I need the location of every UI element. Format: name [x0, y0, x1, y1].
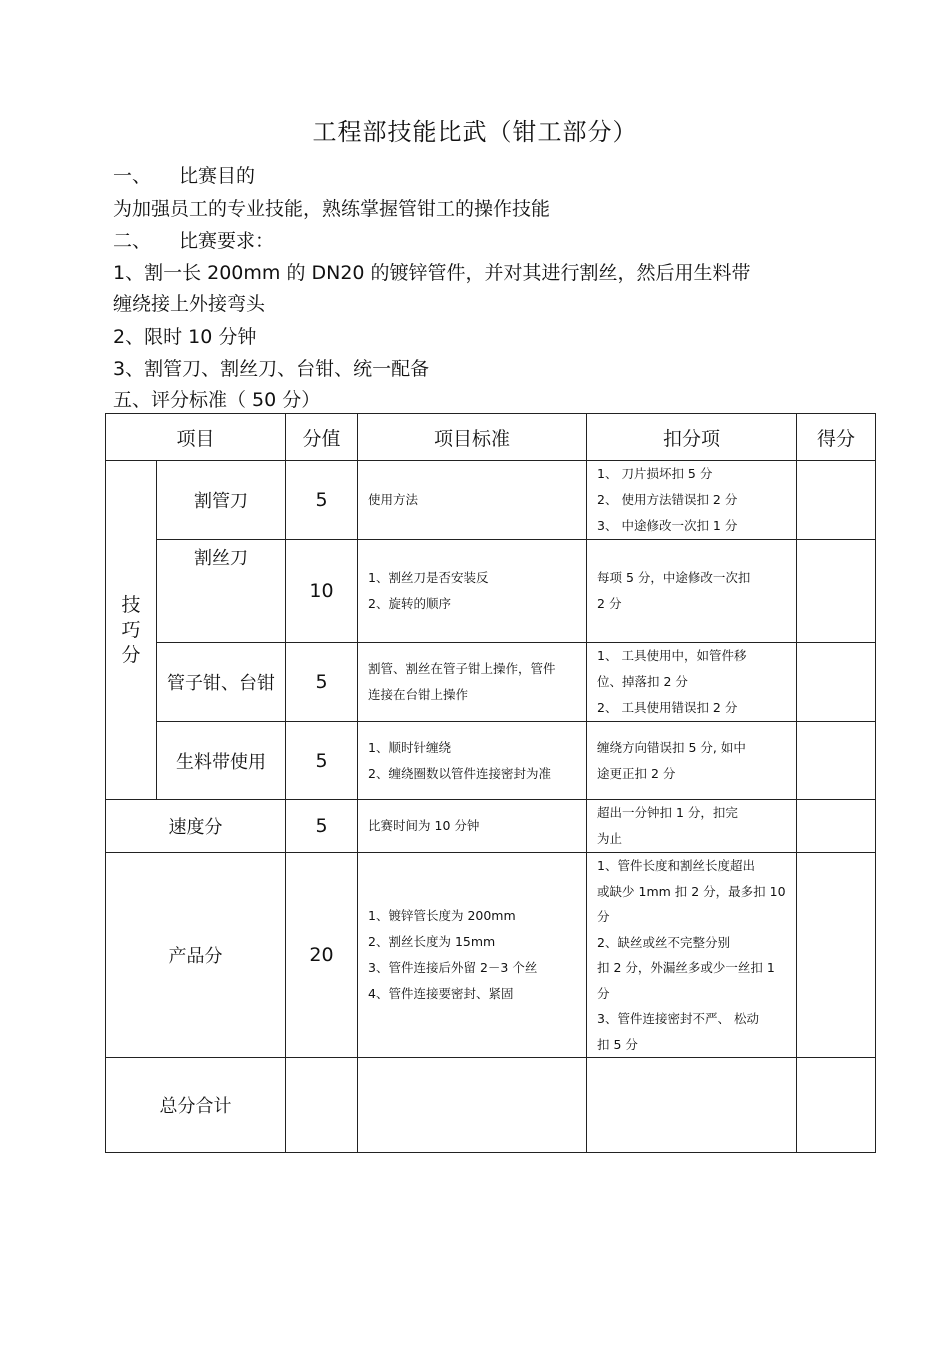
earned-cell[interactable]: [797, 461, 876, 540]
table-row: [106, 540, 876, 643]
section-1-body: 为加强员工的专业技能，熟练掌握管钳工的操作技能: [113, 198, 551, 220]
score-cell: 5: [286, 800, 358, 853]
earned-cell[interactable]: [797, 722, 876, 800]
table-row-total: [106, 1058, 876, 1153]
section-2-number: 二、: [113, 230, 152, 252]
standard-cell: 1、顺时针缠绕 2、缠绕圈数以管件连接密封为准: [358, 722, 587, 800]
section-1-number: 一、: [113, 165, 152, 187]
page-title: 工程部技能比武（钳工部分）: [312, 118, 638, 146]
table-row: [106, 722, 876, 800]
header-item: 项目: [106, 414, 286, 461]
header-deductions: 扣分项: [587, 414, 797, 461]
section-1-heading: [113, 161, 255, 188]
standard-cell: 1、镀锌管长度为 200mm 2、割丝长度为 15mm 3、管件连接后外留 2－3 个丝 4、管件连接要密封、紧固: [358, 853, 587, 1058]
section-2-heading: [113, 226, 274, 253]
score-cell: 5: [286, 643, 358, 722]
header-earned: 得分: [797, 414, 876, 461]
item-cell: 割丝刀: [157, 540, 286, 643]
score-cell: 10: [286, 540, 358, 643]
score-cell: [286, 1058, 358, 1153]
earned-cell[interactable]: [797, 853, 876, 1058]
requirement-2: 2、限时 10 分钟: [113, 326, 257, 348]
deduction-cell: 超出一分钟扣 1 分，扣完 为止: [587, 800, 797, 853]
earned-cell[interactable]: [797, 540, 876, 643]
item-cell: 割管刀: [157, 461, 286, 540]
standard-cell: [358, 1058, 587, 1153]
deduction-cell: 1、 刀片损坏扣 5 分 2、 使用方法错误扣 2 分 3、 中途修改一次扣 1 分: [587, 461, 797, 540]
standard-cell: 使用方法: [358, 461, 587, 540]
score-cell: 20: [286, 853, 358, 1058]
item-cell: 速度分: [106, 800, 286, 853]
table-row-speed: [106, 800, 876, 853]
header-score: 分值: [286, 414, 358, 461]
earned-cell[interactable]: [797, 1058, 876, 1153]
earned-cell[interactable]: [797, 643, 876, 722]
section-5-heading: 五、评分标准（ 50 分）: [113, 389, 321, 411]
standard-cell: 1、割丝刀是否安装反 2、旋转的顺序: [358, 540, 587, 643]
standard-cell: 割管、割丝在管子钳上操作，管件 连接在台钳上操作: [358, 643, 587, 722]
table-row: [106, 461, 876, 540]
earned-cell[interactable]: [797, 800, 876, 853]
section-2-title: 比赛要求：: [179, 230, 275, 252]
item-cell: 总分合计: [106, 1058, 286, 1153]
section-1-title: 比赛目的: [179, 165, 256, 187]
scoring-table: [105, 413, 876, 1153]
table-header-row: [106, 414, 876, 461]
table-row-product: [106, 853, 876, 1058]
item-cell: 生料带使用: [157, 722, 286, 800]
deduction-cell: 缠绕方向错误扣 5 分, 如中 途更正扣 2 分: [587, 722, 797, 800]
standard-cell: 比赛时间为 10 分钟: [358, 800, 587, 853]
header-standard: 项目标准: [358, 414, 587, 461]
deduction-cell: 1、 工具使用中，如管件移 位、掉落扣 2 分 2、 工具使用错误扣 2 分: [587, 643, 797, 722]
requirement-1-line-1: 1、割一长 200mm 的 DN20 的镀锌管件，并对其进行割丝，然后用生料带: [113, 262, 751, 284]
skill-category-cell: 技 巧 分: [106, 461, 157, 800]
deduction-cell: 1、管件长度和割丝长度超出 或缺少 1mm 扣 2 分，最多扣 10 分 2、缺丝或丝不完整分别 扣 2 分，外漏丝多或少一丝扣 1 分 3、管件连接密封不严、 松动 扣 5 分: [587, 853, 797, 1058]
requirement-1-line-2: 缠绕接上外接弯头: [113, 293, 266, 315]
deduction-cell: [587, 1058, 797, 1153]
item-cell: 管子钳、台钳: [157, 643, 286, 722]
score-cell: 5: [286, 461, 358, 540]
requirement-3: 3、割管刀、割丝刀、台钳、统一配备: [113, 358, 430, 380]
deduction-cell: 每项 5 分，中途修改一次扣 2 分: [587, 540, 797, 643]
item-cell: 产品分: [106, 853, 286, 1058]
table-row: [106, 643, 876, 722]
score-cell: 5: [286, 722, 358, 800]
